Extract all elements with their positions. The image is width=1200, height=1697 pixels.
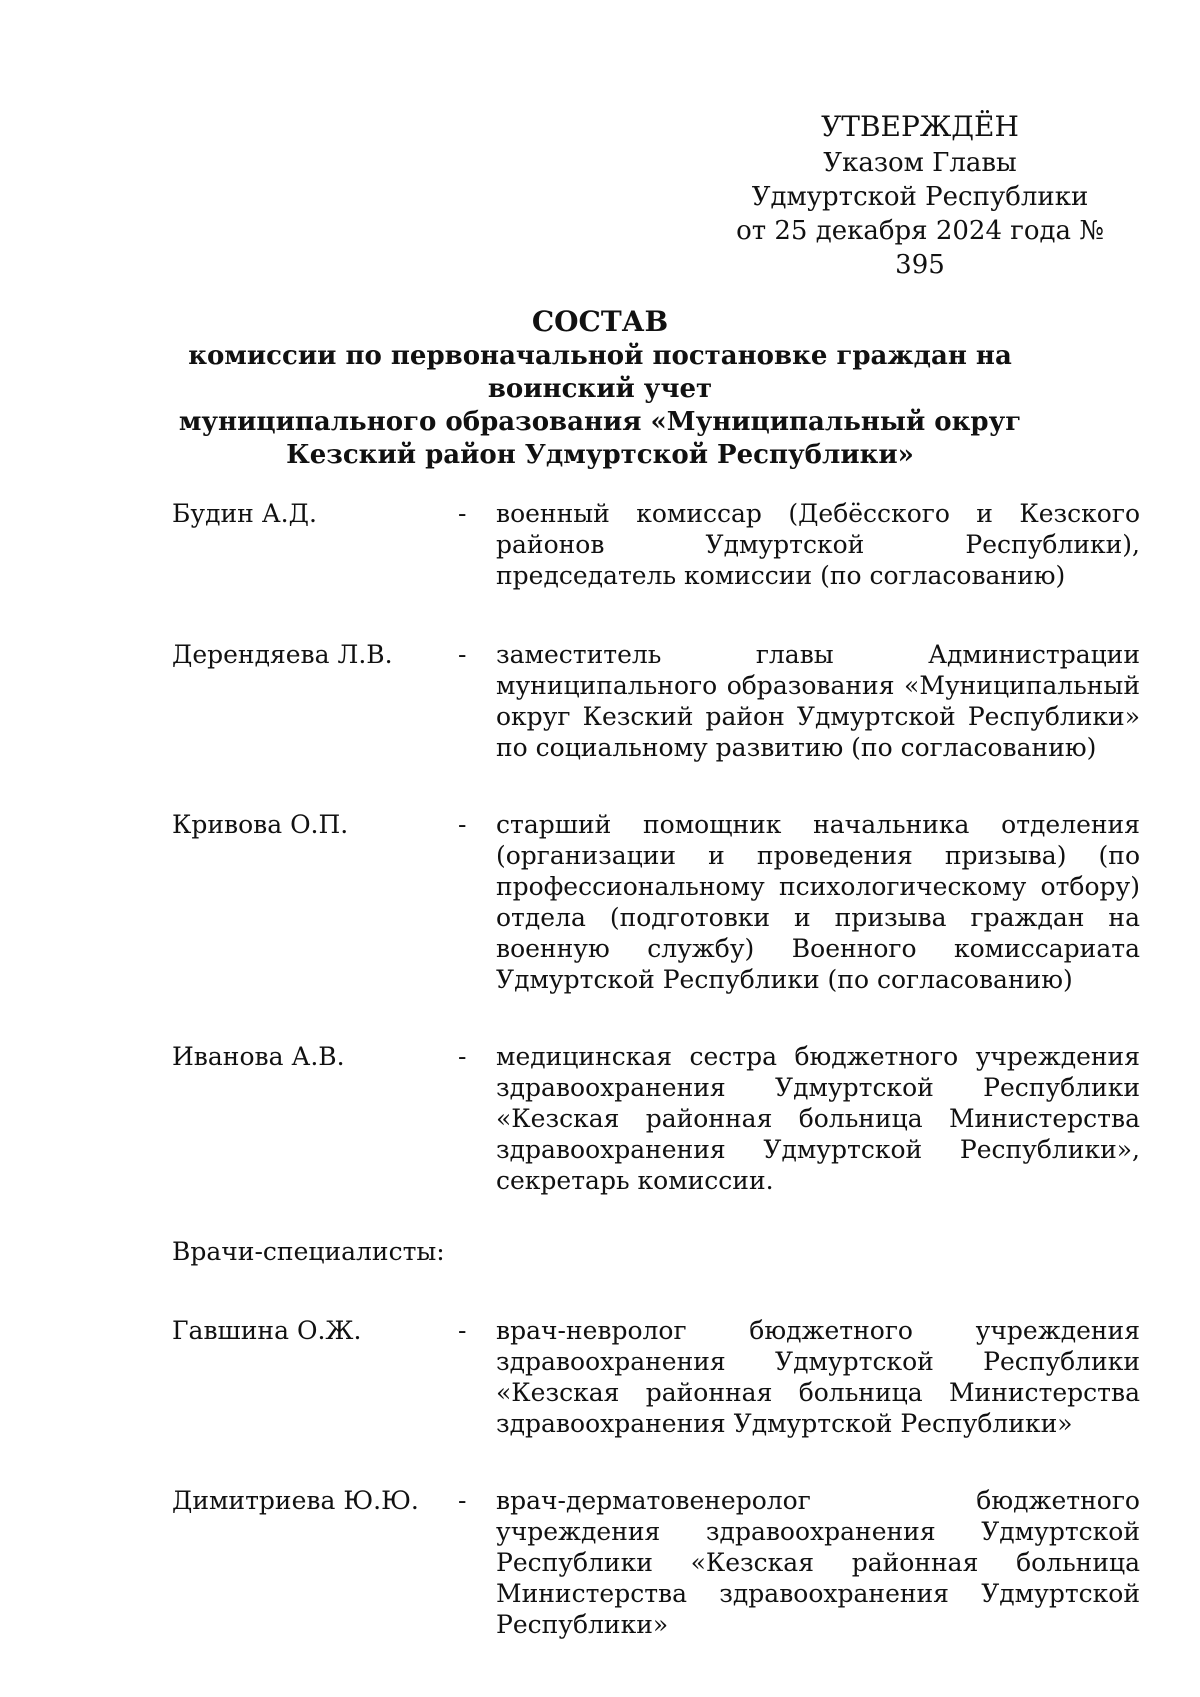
member-name: Иванова А.В. [172, 1042, 345, 1071]
member-row [172, 1315, 1142, 1439]
approval-line-3: от 25 декабря 2024 года № 395 [736, 216, 1104, 280]
member-row [172, 809, 1142, 995]
title-heading: СОСТАВ [531, 305, 669, 338]
title-line-1: комиссии по первоначальной постановке граждан на воинский учет [188, 341, 1012, 404]
member-row [172, 1485, 1142, 1640]
member-dash: - [458, 810, 467, 839]
member-role: врач-дерматовенеролог бюджетного учреждения здравоохранения Удмуртской Республики «Кезская районная больница Министерства здравоохранения Удмуртской Республики» [496, 1486, 1140, 1639]
member-role: старший помощник начальника отделения (организации и проведения призыва) (по профессиональному психологическому отбору) отдела (подготовки и призыва граждан на военную службу) Военного комиссариата Удмуртской Республики (по согласованию) [496, 810, 1140, 994]
member-role: военный комиссар (Дебёсского и Кезского районов Удмуртской Республики), председатель комиссии (по согласованию) [496, 499, 1140, 590]
document-title [150, 305, 1050, 472]
member-name: Кривова О.П. [172, 810, 349, 839]
member-row [172, 1041, 1142, 1196]
member-name: Димитриева Ю.Ю. [172, 1486, 419, 1515]
member-dash: - [458, 1486, 467, 1515]
commission-members [172, 498, 1142, 1640]
member-name: Гавшина О.Ж. [172, 1316, 362, 1345]
member-role: заместитель главы Администрации муниципального образования «Муниципальный округ Кезский район Удмуртской Республики» по социальному развитию (по согласованию) [496, 640, 1140, 762]
member-row [172, 498, 1142, 591]
member-row [172, 639, 1142, 763]
approval-line-2: Удмуртской Республики [751, 182, 1089, 212]
title-line-3: Кезский район Удмуртской Республики» [286, 440, 914, 470]
member-dash: - [458, 499, 467, 528]
approval-line-1: Указом Главы [823, 148, 1017, 178]
specialists-label: Врачи-специалисты: [172, 1237, 445, 1266]
member-name: Дерендяева Л.В. [172, 640, 393, 669]
member-name: Будин А.Д. [172, 499, 317, 528]
approval-status: УТВЕРЖДЁН [821, 110, 1019, 143]
member-dash: - [458, 640, 467, 669]
member-dash: - [458, 1316, 467, 1345]
approval-block [720, 110, 1120, 282]
title-line-2: муниципального образования «Муниципальный округ [178, 407, 1022, 437]
member-dash: - [458, 1042, 467, 1071]
member-role: врач-невролог бюджетного учреждения здравоохранения Удмуртской Республики «Кезская районная больница Министерства здравоохранения Удмуртской Республики» [496, 1316, 1140, 1438]
member-role: медицинская сестра бюджетного учреждения здравоохранения Удмуртской Республики «Кезская районная больница Министерства здравоохранения Удмуртской Республики», секретарь комиссии. [496, 1042, 1140, 1195]
